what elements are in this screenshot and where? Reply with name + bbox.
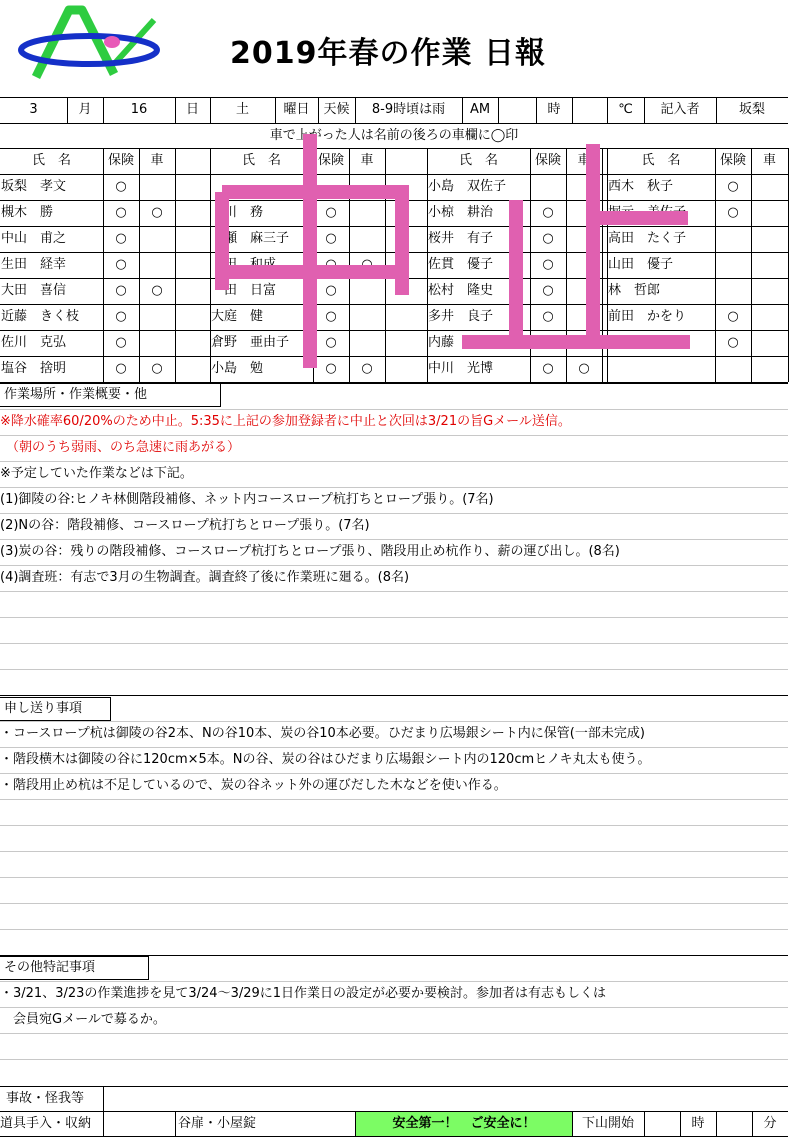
member-name: 瀬 麻三子 (211, 231, 290, 246)
col-header-name: 氏 名 (241, 153, 281, 168)
member-name: 坂梨 孝文 (1, 179, 67, 194)
handover-heading: 申し送り事項 (0, 697, 111, 721)
member-insurance: ○ (542, 257, 554, 272)
month-label: 月 (78, 102, 92, 117)
work_section-line: (4)調査班：有志で3月の生物調査。調査終了後に作業班に廻る。(8名) (0, 570, 410, 585)
work-section-heading: 作業場所・作業概要・他 (0, 383, 221, 407)
member-name: 塩谷 捨明 (1, 361, 67, 376)
other-line: ・3/21、3/23の作業進捗を見て3/24〜3/29に1日作業日の設定が必要か要検討。参加者は有志もしくは (0, 986, 607, 1001)
member-name: 田 日富 (211, 283, 277, 298)
col-header-car: 車 (360, 153, 374, 168)
other-line: 会員宛Gメールで募るか。 (0, 1012, 166, 1027)
member-name: 小島 双佐子 (428, 179, 507, 194)
col-header-insurance: 保険 (107, 153, 134, 168)
col-header-name: 氏 名 (31, 153, 71, 168)
work_section-line: ※予定していた作業などは下記。 (0, 466, 193, 481)
member-insurance: ○ (115, 283, 127, 298)
member-insurance: ○ (727, 205, 739, 220)
member-insurance: ○ (325, 283, 337, 298)
handover-line: ・コースロープ杭は御陵の谷2本、Nの谷10本、炭の谷10本必要。ひだまり広場銀シート内に保管(一部未完成) (0, 726, 645, 741)
descent-label: 下山開始 (581, 1116, 634, 1131)
member-insurance: ○ (115, 335, 127, 350)
member-name: 中川 光博 (428, 361, 494, 376)
member-name: 堀元 美佐子 (608, 205, 687, 220)
work_section-line: (2)Nの谷：階段補修、コースロープ杭打ちとロープ張り。(7名) (0, 518, 370, 533)
recorder-label: 記入者 (660, 102, 700, 117)
member-name: 林 哲郎 (608, 283, 661, 298)
safety-banner: 安全第一！ ご安全に！ (356, 1112, 572, 1136)
col-header-car: 車 (150, 153, 164, 168)
member-insurance: ○ (115, 179, 127, 194)
weekday-label: 曜日 (283, 102, 310, 117)
member-name: 高田 たく子 (608, 231, 687, 246)
member-insurance: ○ (115, 257, 127, 272)
car-note: 車で上がった人は名前の後ろの車欄に◯印 (269, 128, 519, 143)
member-insurance: ○ (727, 335, 739, 350)
tools-label: 道具手入・収納 (0, 1116, 92, 1131)
col-header-insurance: 保険 (534, 153, 561, 168)
stamp-cancelled (200, 120, 700, 380)
logo (14, 2, 164, 82)
member-insurance: ○ (325, 205, 337, 220)
member-name: 松村 隆史 (428, 283, 494, 298)
recorder-value: 坂梨 (738, 102, 765, 117)
member-insurance: ○ (727, 179, 739, 194)
col-header-insurance: 保険 (719, 153, 746, 168)
member-insurance: ○ (115, 361, 127, 376)
member-name: 生田 経幸 (1, 257, 67, 272)
accident-label: 事故・怪我等 (6, 1091, 85, 1106)
member-car: ○ (361, 361, 373, 376)
member-name: 中山 甫之 (1, 231, 67, 246)
member-name: 西木 秋子 (608, 179, 674, 194)
member-insurance: ○ (542, 283, 554, 298)
member-insurance: ○ (727, 309, 739, 324)
member-name: 佐貫 優子 (428, 257, 494, 272)
member-insurance: ○ (115, 205, 127, 220)
member-insurance: ○ (542, 205, 554, 220)
member-insurance: ○ (325, 231, 337, 246)
member-name: 田 和成 (211, 257, 277, 272)
member-insurance: ○ (325, 309, 337, 324)
member-car: ○ (151, 283, 163, 298)
hour-label: 時 (547, 102, 561, 117)
member-name: 内藤 (428, 335, 455, 350)
work_section-line: (1)御陵の谷:ヒノキ林側階段補修、ネット内コースロープ杭打ちとロープ張り。(7名) (0, 492, 494, 507)
temp-label: ℃ (618, 102, 633, 117)
work_section-line: (3)炭の谷：残りの階段補修、コースロープ杭打ちとロープ張り、階段用止め杭作り、薪の運び出し。(8名) (0, 544, 620, 559)
member-insurance: ○ (325, 361, 337, 376)
weather-value: 8-9時頃は雨 (371, 102, 446, 117)
day-label: 日 (185, 102, 199, 117)
member-car: ○ (151, 361, 163, 376)
member-name: 佐川 克弘 (1, 335, 67, 350)
member-insurance: ○ (542, 361, 554, 376)
ampm-value: AM (469, 102, 491, 117)
handover-line: ・階段横木は御陵の谷に120cm×5本。Nの谷、炭の谷はひだまり広場銀シート内の120cmヒノキ丸太も使う。 (0, 752, 651, 767)
weekday-value: 土 (235, 102, 249, 117)
member-insurance: ○ (542, 309, 554, 324)
col-header-name: 氏 名 (641, 153, 681, 168)
other-heading: その他特記事項 (0, 956, 149, 980)
month-value: 3 (29, 102, 38, 117)
member-car: ○ (151, 205, 163, 220)
member-name: 多井 良子 (428, 309, 494, 324)
page-title: 2019年春の作業 日報 (230, 36, 546, 71)
weather-label: 天候 (323, 102, 350, 117)
member-name: 近藤 きく枝 (1, 309, 80, 324)
member-name: 前田 かをり (608, 309, 687, 324)
member-name: 大田 喜信 (1, 283, 67, 298)
member-insurance: ○ (115, 309, 127, 324)
member-insurance: ○ (325, 257, 337, 272)
day-value: 16 (130, 102, 148, 117)
col-header-car: 車 (577, 153, 591, 168)
col-header-car: 車 (762, 153, 776, 168)
member-insurance: ○ (115, 231, 127, 246)
member-name: 槻木 勝 (1, 205, 54, 220)
member-name: 倉野 亜由子 (211, 335, 290, 350)
col-header-insurance: 保険 (317, 153, 344, 168)
member-name: 小椋 耕治 (428, 205, 494, 220)
descent-hour-label: 時 (691, 1116, 705, 1131)
member-insurance: ○ (542, 231, 554, 246)
handover-line: ・階段用止め杭は不足しているので、炭の谷ネット外の運びだした木などを使い作る。 (0, 778, 507, 793)
member-name: 川 務 (211, 205, 264, 220)
work_section-line: （朝のうち弱雨、のち急速に雨あがる） (6, 440, 241, 455)
member-name: 山田 優子 (608, 257, 674, 272)
member-name: 桜井 有子 (428, 231, 494, 246)
member-car: ○ (361, 257, 373, 272)
col-header-name: 氏 名 (458, 153, 498, 168)
hut-label: 谷扉・小屋錠 (178, 1116, 257, 1131)
member-insurance: ○ (325, 335, 337, 350)
work_section-line: ※降水確率60/20%のため中止。5:35に上記の参加登録者に中止と次回は3/21の旨Gメール送信。 (0, 414, 571, 429)
member-car: ○ (578, 361, 590, 376)
member-name: 大庭 健 (211, 309, 264, 324)
descent-minute-label: 分 (763, 1116, 777, 1131)
member-name: 小島 勉 (211, 361, 264, 376)
